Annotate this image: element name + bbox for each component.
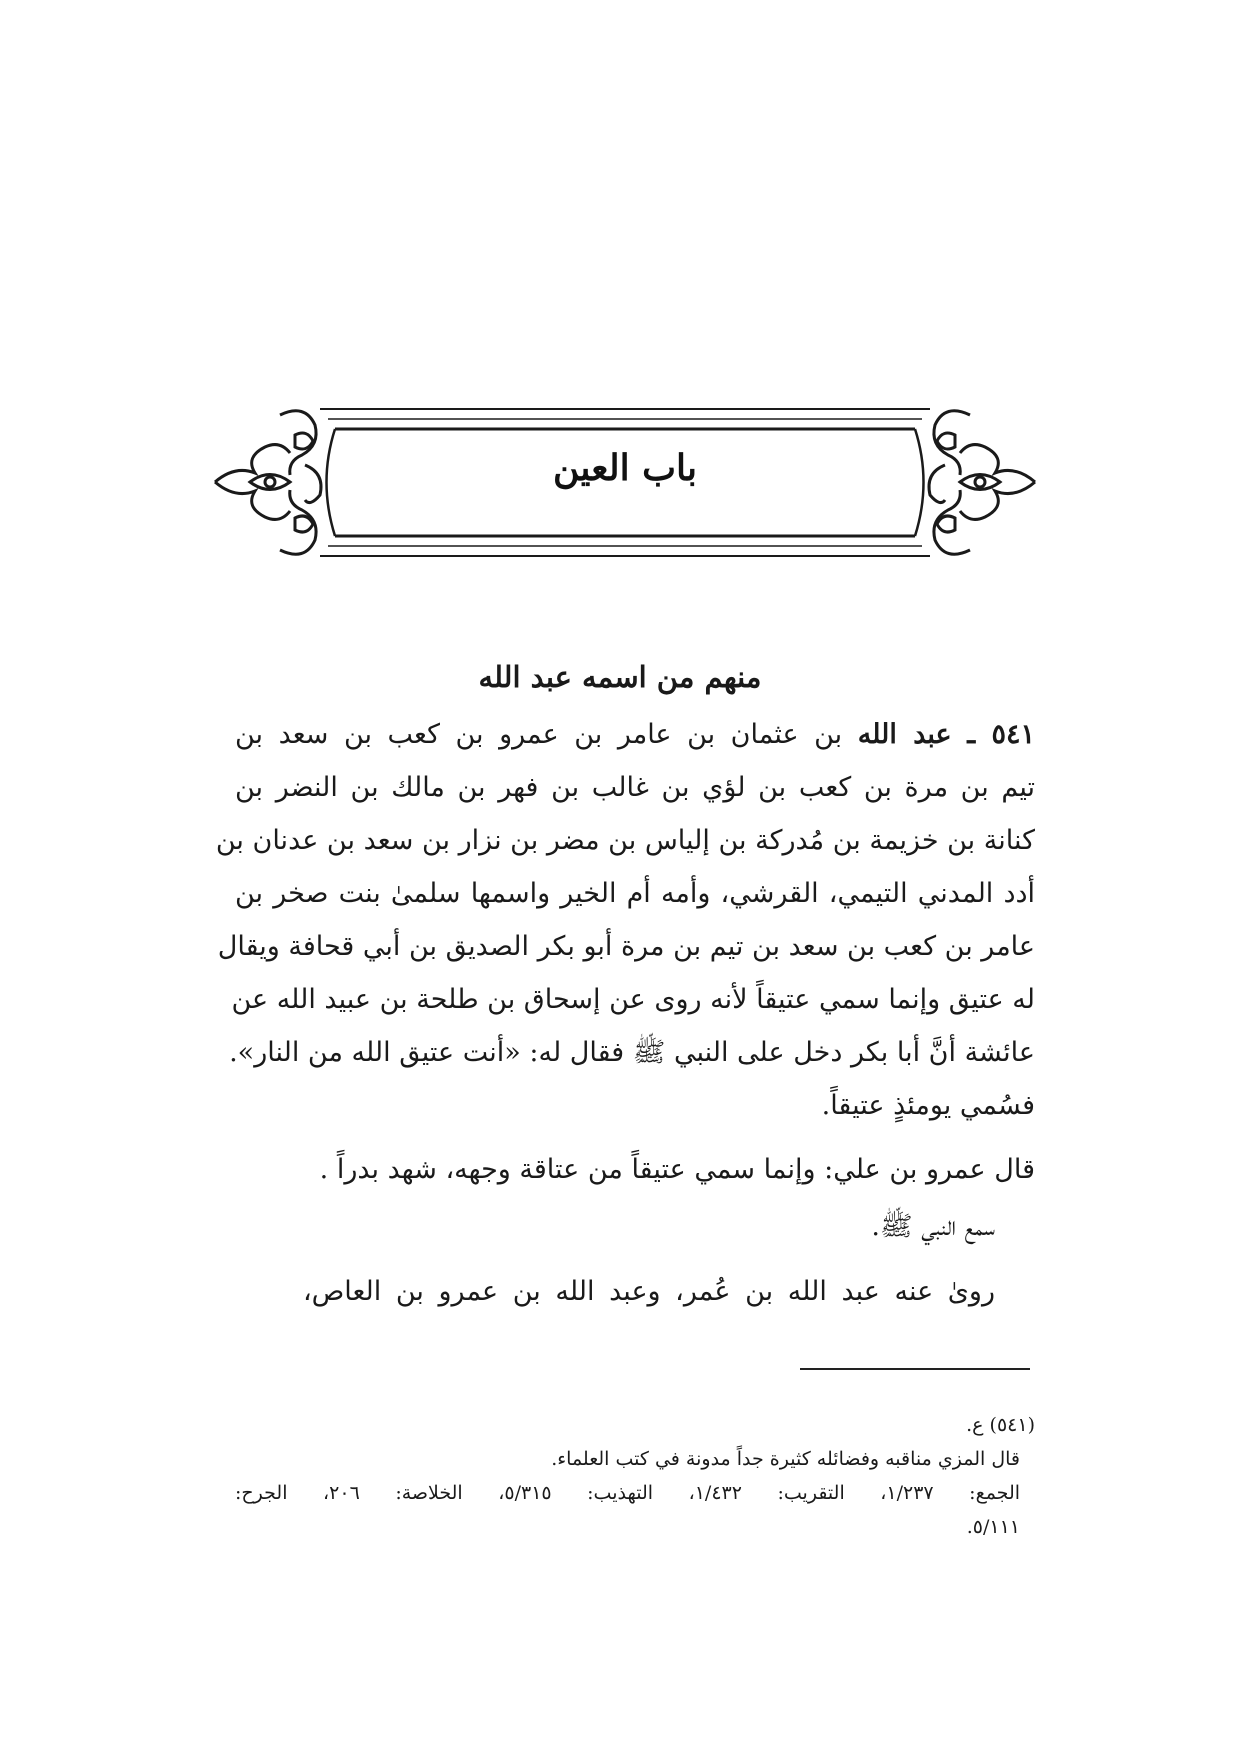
footnote-line-3: ٥/١١١. — [966, 1516, 1020, 1538]
entry-number: ٥٤١ ـ — [967, 719, 1035, 750]
footnotes — [235, 1408, 1035, 1544]
entry-line-7: عائشة أنَّ أبا بكر دخل على النبي ﷺ فقال له: «أنت عتيق الله من النار». — [229, 1037, 1035, 1068]
entry-line-3: كنانة بن خزيمة بن مُدركة بن إلياس بن مضر بن نزار بن سعد بن عدنان بن — [215, 825, 1035, 856]
entry-line-1 — [235, 708, 1035, 761]
entry-name: عبد الله — [857, 719, 952, 750]
biography-entry — [215, 708, 1035, 1132]
amr-quote-paragraph: قال عمرو بن علي: وإنما سمي عتيقاً من عتاقة وجهه، شهد بدراً . — [319, 1154, 1035, 1185]
entry-line-4: أدد المدني التيمي، القرشي، وأمه أم الخير واسمها سلمىٰ بنت صخر بن — [235, 878, 1035, 909]
footnote-separator — [800, 1368, 1030, 1370]
entry-line-8: فسُمي يومئذٍ عتيقاً. — [821, 1090, 1035, 1121]
narrated-paragraph: روىٰ عنه عبد الله بن عُمر، وعبد الله بن عمرو بن العاص، — [302, 1276, 995, 1307]
entry-line-6: له عتيق وإنما سمي عتيقاً لأنه روى عن إسحاق بن طلحة بن عبيد الله عن — [231, 984, 1035, 1015]
footnote-line-1: قال المزي مناقبه وفضائله كثيرة جداً مدونة في كتب العلماء. — [551, 1448, 1020, 1470]
chapter-header-ornament — [210, 395, 1040, 570]
footnote-line-2: الجمع: ١/٢٣٧، التقريب: ١/٤٣٢، التهذيب: ٥/٣١٥، الخلاصة: ٢٠٦، الجرح: — [235, 1482, 1021, 1504]
heard-paragraph: سمع النبي ﷺ. — [871, 1211, 995, 1242]
chapter-title: باب العين — [552, 447, 698, 489]
footnote-ref: (٥٤١) ع. — [966, 1414, 1035, 1436]
entry-line-2: تيم بن مرة بن كعب بن لؤي بن غالب بن فهر بن مالك بن النضر بن — [235, 772, 1035, 803]
section-heading: منهم من اسمه عبد الله — [478, 660, 762, 694]
entry-line-text: بن عثمان بن عامر بن عمرو بن كعب بن سعد بن — [235, 719, 843, 750]
entry-line-5: عامر بن كعب بن سعد بن تيم بن مرة أبو بكر الصديق بن أبي قحافة ويقال — [217, 931, 1035, 962]
